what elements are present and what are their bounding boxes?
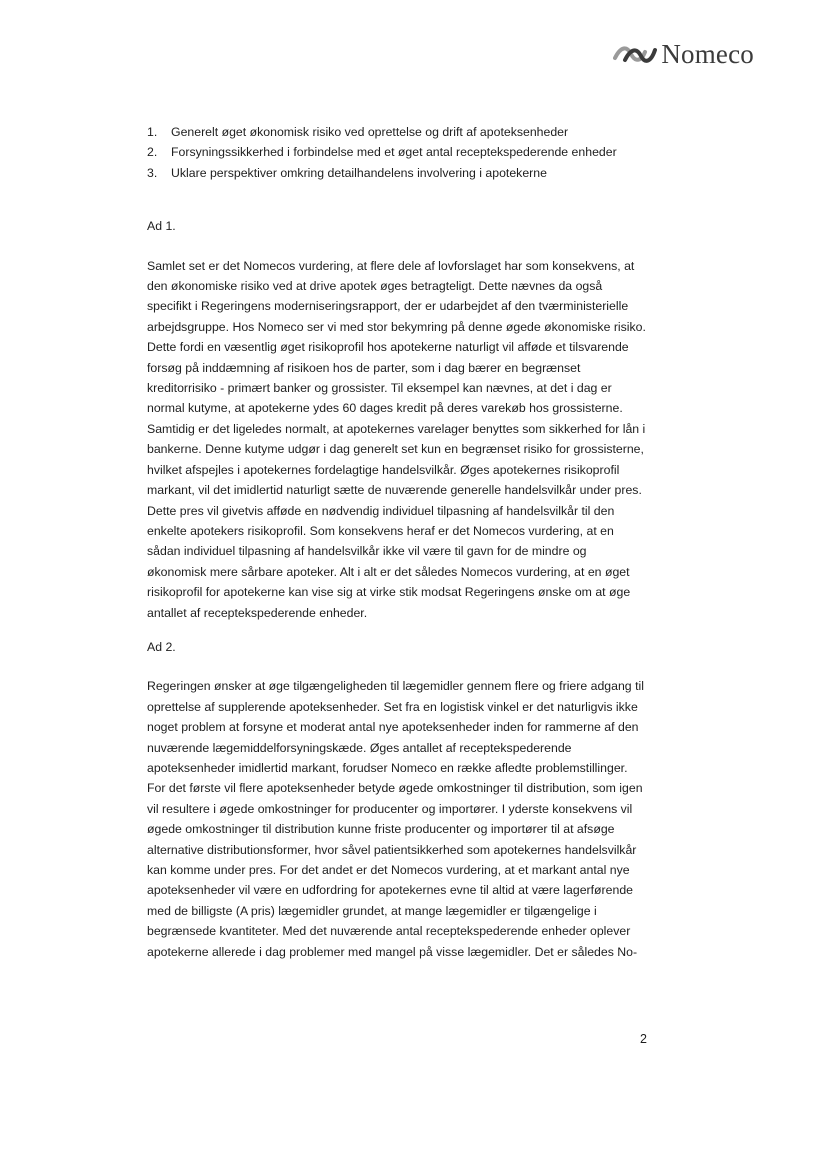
list-item-text: Uklare perspektiver omkring detailhandelens involvering i apotekerne — [171, 165, 547, 180]
list-item-number: 3. — [147, 165, 158, 180]
list-item-number: 1. — [147, 125, 158, 139]
list-item — [147, 163, 647, 183]
list-item — [147, 122, 647, 142]
section-body-ad2: Regeringen ønsker at øge tilgængeligheden til lægemidler gennem flere og friere adgang til oprettelse af supplerende apoteksenheder. Set fra en logistisk vinkel er det naturligvis ikke noget problem at forsyne et moderat antal nye apoteksenheder inden for rammerne af den nuværende lægemiddelforsyningskæde. Øges antallet af receptekspederende apoteksenheder imidlertid markant, forudser Nomeco en række afledte problemstillinger. For det første vil flere apoteksenheder betyde øgede omkostninger til distribution, som igen vil resultere i øgede omkostninger for producenter og importører. I yderste konsekvens vil øgede omkostninger til distribution kunne friste producenter og importører til at afsøge alternative distributionsformer, hvor såvel patientsikkerhed som apotekernes handelsvilkår kan komme under pres. For det andet er det Nomecos vurdering, at et markant antal nye apoteksenheder vil være en udfordring for apotekernes evne til altid at være lagerførende med de billigste (A pris) lægemidler grundet, at mange lægemidler er tilgængelige i begrænsede kvantiteter. Med det nuværende antal receptekspederende enheder oplever apotekerne allerede i dag problemer med mangel på visse lægemidler. Det er således No- — [147, 679, 644, 959]
section-body-ad1: Samlet set er det Nomecos vurdering, at flere dele af lovforslaget har som konsekvens, at den økonomiske risiko ved at drive apotek øges betragteligt. Dette nævnes da også specifikt i Regeringens moderniseringsrapport, der er udarbejdet af den tværministerielle arbejdsgruppe. Hos Nomeco ser vi med stor bekymring på denne øgede økonomiske risiko. Dette fordi en væsentlig øget risikoprofil hos apotekerne naturligt vil afføde et tilsvarende forsøg på inddæmning af risikoen hos de parter, som i dag bærer en begrænset kreditorrisiko - primært banker og grossister. Til eksempel kan nævnes, at det i dag er normal kutyme, at apotekerne ydes 60 dages kredit på deres varekøb hos grossisterne. Samtidig er det ligeledes normalt, at apotekernes varelager benyttes som sikkerhed for lån i bankerne. Denne kutyme udgør i dag generelt set kun en begrænset risiko for grossisterne, hvilket afspejles i apotekernes fordelagtige handelsvilkår. Øges apotekernes risikoprofil markant, vil det imidlertid naturligt sætte de nuværende generelle handelsvilkår under pres. Dette pres vil givetvis afføde en nødvendig individuel tilpasning af handelsvilkår til den enkelte apotekers risikoprofil. Som konsekvens heraf er det Nomecos vurdering, at en sådan individuel tilpasning af handelsvilkår ikke vil være til gavn for de mindre og økonomisk mere sårbare apoteker. Alt i alt er det således Nomecos vurdering, at en øget risikoprofil for apotekerne kan vise sig at virke stik modsat Regeringens ønske om at øge antallet af receptekspederende enheder. — [147, 258, 646, 620]
nomeco-logo — [613, 38, 754, 70]
document-body — [147, 122, 647, 962]
nomeco-logo-mark-icon — [613, 42, 657, 66]
list-item — [147, 142, 647, 162]
concern-list — [147, 122, 647, 183]
list-item-text: Generelt øget økonomisk risiko ved oprettelse og drift af apoteksenheder — [171, 125, 569, 139]
list-item-text: Forsyningssikkerhed i forbindelse med et øget antal receptekspederende enheder — [171, 145, 617, 160]
logo-wordmark: Nomeco — [661, 38, 754, 69]
page-number: 2 — [640, 1032, 647, 1046]
section-heading-ad1: Ad 1. — [147, 219, 176, 234]
section-heading-ad2: Ad 2. — [147, 639, 176, 654]
list-item-number: 2. — [147, 145, 158, 160]
